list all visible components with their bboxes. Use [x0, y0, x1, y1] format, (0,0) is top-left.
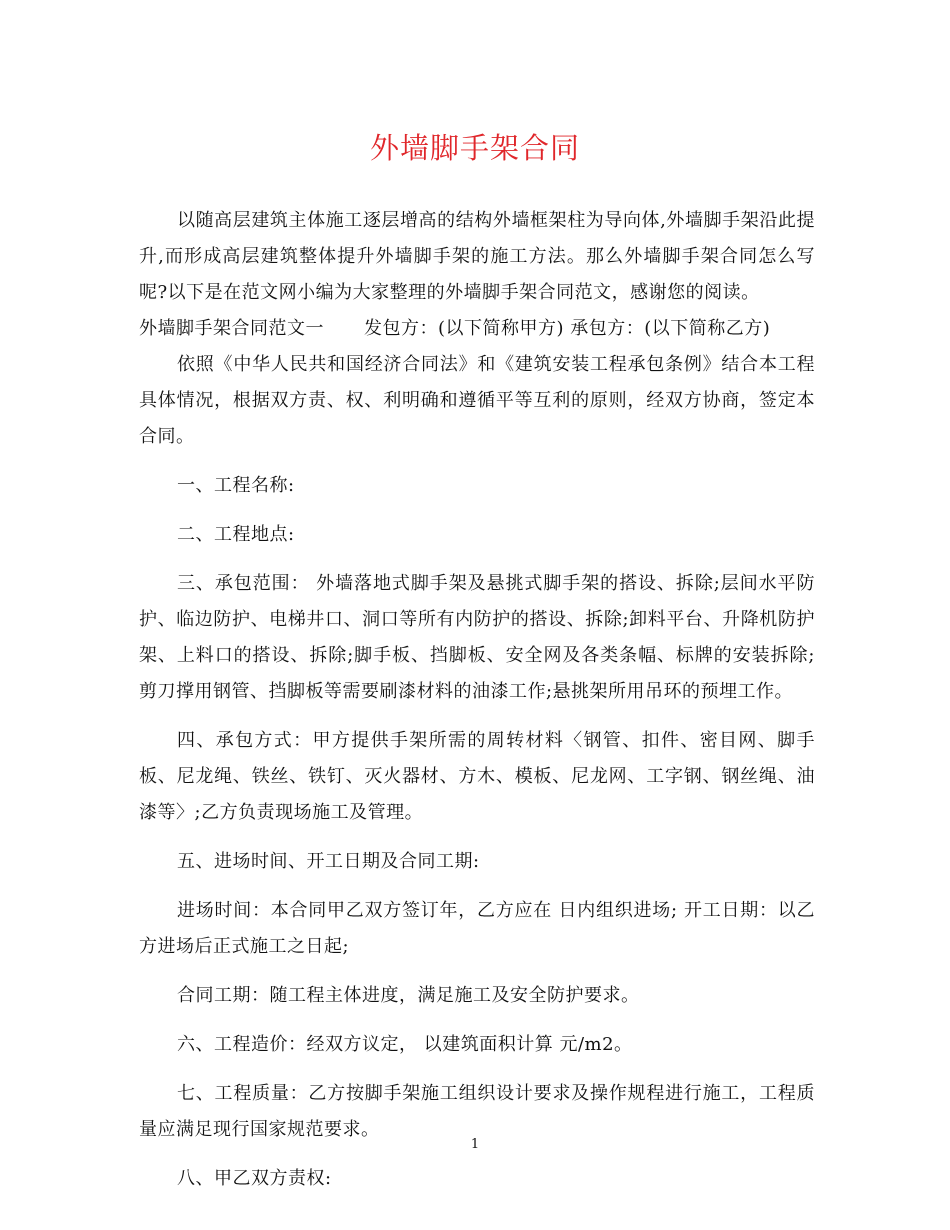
document-body [139, 203, 815, 1210]
clause-6: 六、工程造价：经双方议定， 以建筑面积计算 元/m2。 [177, 1034, 633, 1055]
clause-8: 八、甲乙双方责权: [177, 1168, 332, 1189]
basis-paragraph: 依照《中华人民共和国经济合同法》和《建筑安装工程承包条例》结合本工程具体情况，根据双方责、权、利明确和遵循平等互利的原则，经双方协商，签定本合同。 [139, 354, 815, 447]
sample-heading-line [139, 311, 815, 347]
clause-5: 五、进场时间、开工日期及合同工期: [177, 851, 480, 872]
clause-4: 四、承包方式：甲方提供手架所需的周转材料〈钢管、扣件、密目网、脚手板、尼龙绳、铁丝、铁钉、灭火器材、方木、模板、尼龙网、工字钢、钢丝绳、油漆等〉;乙方负责现场施工及管理。 [139, 730, 815, 823]
document-title: 外墙脚手架合同 [369, 131, 580, 165]
clause-5-period: 合同工期：随工程主体进度，满足施工及安全防护要求。 [177, 985, 640, 1006]
clause-7: 七、工程质量：乙方按脚手架施工组织设计要求及操作规程进行施工，工程质量应满足现行国家规范要求。 [139, 1083, 815, 1140]
clause-3: 三、承包范围： 外墙落地式脚手架及悬挑式脚手架的搭设、拆除;层间水平防护、临边防护、电梯井口、洞口等所有内防护的搭设、拆除;卸料平台、升降机防护架、上料口的搭设、拆除;脚手板、挡脚板、安全网及各类条幅、标牌的安装拆除;剪刀撑用钢管、挡脚板等需要刷漆材料的油漆工作;悬挑架所用吊环的预埋工作。 [139, 573, 815, 702]
page-number: 1 [470, 1137, 480, 1152]
intro-paragraph: 以随高层建筑主体施工逐层增高的结构外墙框架柱为导向体,外墙脚手架沿此提升,而形成高层建筑整体提升外墙脚手架的施工方法。那么外墙脚手架合同怎么写呢?以下是在范文网小编为大家整理的外墙脚手架合同范文，感谢您的阅读。 [139, 210, 815, 303]
parties-line: 发包方：(以下简称甲方) 承包方：(以下简称乙方) [364, 318, 771, 339]
sample-heading: 外墙脚手架合同范文一 [139, 318, 324, 339]
clause-1: 一、工程名称: [177, 475, 295, 496]
clause-2: 二、工程地点: [177, 524, 295, 545]
clause-5-entry: 进场时间：本合同甲乙双方签订年，乙方应在 日内组织进场; 开工日期：以乙方进场后正式施工之日起; [139, 900, 815, 957]
